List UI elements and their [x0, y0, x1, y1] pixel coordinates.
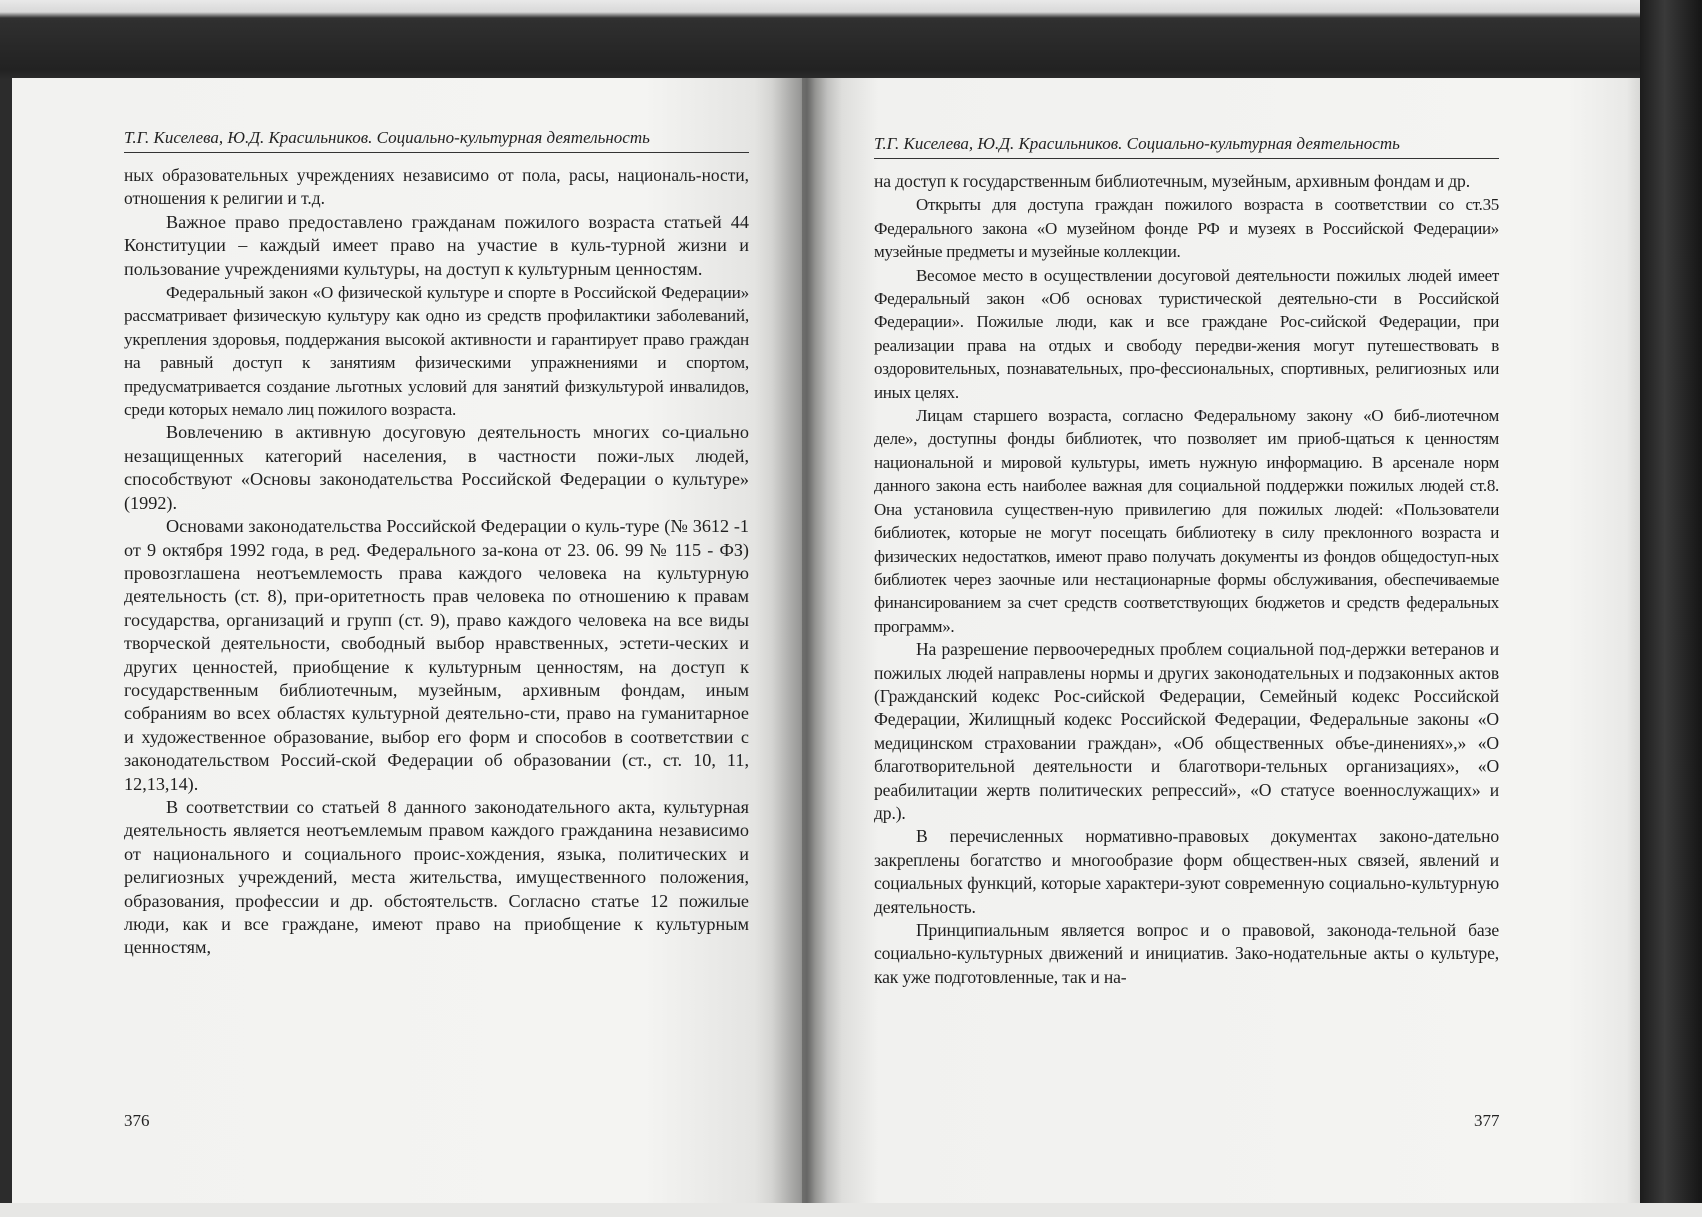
right-running-header: Т.Г. Киселева, Ю.Д. Красильников. Социально-культурная деятельность: [874, 134, 1499, 159]
right-page-number: 377: [1474, 1111, 1500, 1130]
book-spread: [12, 78, 1652, 1203]
paragraph: Открыты для доступа граждан пожилого возраста в соответствии со ст.35 Федерального закона «О музейном фонде РФ и музеях в Российской Федерации» музейные предметы и музейные коллекции.: [874, 195, 1499, 262]
paragraph: На разрешение первоочередных проблем социальной под-держки ветеранов и пожилых людей направлены нормы и других законодательных и подзаконных актов (Гражданский кодекс Рос-сийской Федерации, Семейный кодекс Российской Федерации, Жилищный кодекс Российской Федерации, Федеральные законы «О медицинском страховании граждан», «Об общественных объе-динениях»,» «О благотворительной деятельности и благотвори-тельных организациях», «О реабилитации жертв политических репрессий», «О статусе военнослужащих» и др.).: [874, 639, 1499, 823]
book-gutter-shadow: [772, 78, 842, 1203]
paragraph: Важное право предоставлено гражданам пожилого возраста статьей 44 Конституции – каждый имеет право на участие в куль-турной жизни и пользование учреждениями культуры, на доступ к культурным ценностям.: [124, 211, 749, 279]
paragraph: Весомое место в осуществлении досуговой деятельности пожилых людей имеет Федеральный закон «Об основах туристической деятельно-сти в Российской Федерации». Пожилые люди, как и все граждане Рос-сийской Федерации, при реализации права на отдых и свободу передви-жения могут путешествовать в оздоровительных, познавательных, про-фессиональных, спортивных, религиозных или иных целях.: [874, 265, 1499, 402]
paragraph: ных образовательных учреждениях независимо от пола, расы, националь-ности, отношения к религии и т.д.: [124, 165, 749, 209]
paragraph: на доступ к государственным библиотечным, музейным, архивным фондам и др.: [874, 171, 1470, 191]
paragraph: Федеральный закон «О физической культуре и спорте в Российской Федерации» рассматривает физическую культуру как одно из средств профилактики заболеваний, укрепления здоровья, поддержания высокой активности и гарантирует право граждан на равный доступ к занятиям физическими упражнениями и спортом, предусматривается создание льготных условий для занятий физкультурой инвалидов, среди которых немало лиц пожилого возраста.: [124, 283, 749, 420]
paragraph: Принципиальным является вопрос и о правовой, законода-тельной базе социально-культурных движений и инициатив. Зако-нодательные акты о культуре, как уже подготовленные, так и на-: [874, 920, 1499, 987]
paragraph: Лицам старшего возраста, согласно Федеральному закону «О биб-лиотечном деле», доступны фонды библиотек, что позволяет им приоб-щаться к ценностям национальной и мировой культуры, иметь нужную информацию. В арсенале норм данного закона есть наиболее важная для социальной поддержки пожилых людей ст.8. Она установила существен-ную привилегию для пожилых людей: «Пользователи библиотек, которые не могут посещать библиотеку в силу преклонного возраста и физических недостатков, имеют право получать документы из фондов общедоступ-ных библиотек через заочные или нестационарные формы обслуживания, обеспечиваемые финансированием за счет средств соответствующих бюджетов и средств федеральных программ».: [874, 406, 1499, 636]
right-page: [802, 78, 1652, 1203]
left-running-header: Т.Г. Киселева, Ю.Д. Красильников. Социально-культурная деятельность: [124, 128, 749, 153]
left-page-body: [124, 164, 749, 960]
paragraph: В соответствии со статьей 8 данного законодательного акта, культурная деятельность является неотъемлемым правом каждого гражданина независимо от национального и социального проис-хождения, языка, политических и религиозных учреждений, места жительства, имущественного положения, образования, профессии и др. обстоятельств. Согласно статье 12 пожилые люди, как и все граждане, имеют право на приобщение к культурным ценностям,: [124, 796, 749, 958]
left-page-number: 376: [124, 1111, 150, 1130]
paragraph: Вовлечению в активную досуговую деятельность многих со-циально незащищенных категорий населения, в частности пожи-лых людей, способствуют «Основы законодательства Российской Федерации о культуре» (1992).: [124, 422, 749, 513]
paragraph: Основами законодательства Российской Федерации о куль-туре (№ 3612 -1 от 9 октября 1992 года, в ред. Федерального за-кона от 23. 06. 99 № 115 - ФЗ) провозглашена неотъемлемость права каждого человека на культурную деятельность (ст. 8), при-оритетность прав человека по отношению к правам государства, организаций и групп (ст. 9), право каждого человека на все виды творческой деятельности, свободный выбор нравственных, эстети-ческих и других ценностей, приобщение к культурным ценностям, на доступ к государственным библиотечным, музейным, архивным фондам, иным собраниям во всех областях культурной деятельно-сти, право на гуманитарное и художественное образование, выбор его форм и способов в соответствии с законодательством Россий-ской Федерации об образовании (ст., ст. 10, 11, 12,13,14).: [124, 516, 749, 794]
scanner-edge-shadow: [1640, 0, 1702, 1217]
left-page: [12, 78, 802, 1203]
paragraph: В перечисленных нормативно-правовых документах законо-дательно закреплены богатство и многообразие форм обществен-ных связей, явлений и социальных функций, которые характери-зуют современную социально-культурную деятельность.: [874, 826, 1499, 917]
right-page-body: [874, 170, 1499, 989]
scanner-bottom-margin: [0, 1203, 1702, 1217]
